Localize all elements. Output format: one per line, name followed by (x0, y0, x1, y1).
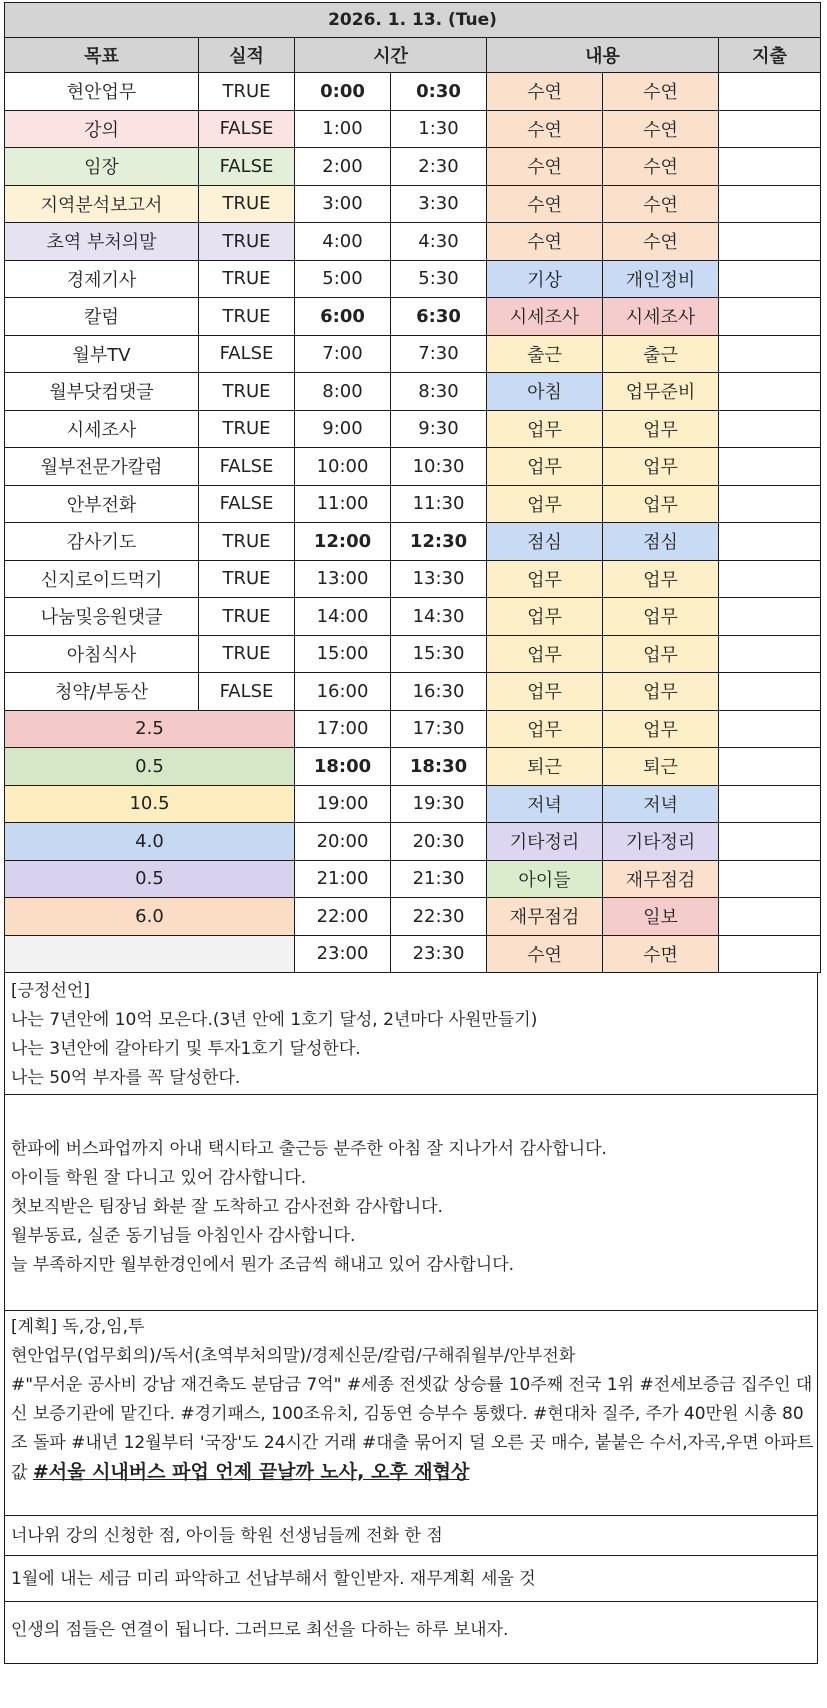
affirmation-line: 나는 3년안에 갈아타기 및 투자1호기 달성한다. (11, 1039, 361, 1059)
spend-cell (719, 335, 821, 373)
content-first: 업무 (487, 673, 603, 711)
time-half: 13:30 (391, 560, 487, 598)
time-half: 0:30 (391, 73, 487, 111)
reflection-section (4, 1516, 818, 1556)
time-half: 2:30 (391, 148, 487, 186)
spend-cell (719, 298, 821, 336)
task-text: 1월에 내는 세금 미리 파악하고 선납부해서 할인받자. 재무계획 세울 것 (11, 1569, 536, 1589)
schedule-row (5, 410, 821, 448)
content-second: 개인정비 (603, 260, 719, 298)
plan-routine: 현안업무(업무회의)/독서(초역부처의말)/경제신문/칼럼/구해줘월부/안부전화 (11, 1346, 576, 1366)
schedule-row (5, 110, 821, 148)
content-second: 업무 (603, 598, 719, 636)
goal-result: FALSE (199, 448, 295, 486)
time-start: 11:00 (295, 485, 391, 523)
content-second: 수면 (603, 935, 719, 973)
schedule-row (5, 935, 821, 973)
spend-cell (719, 560, 821, 598)
affirmation-line: 나는 7년안에 10억 모은다.(3년 안에 1호기 달성, 2년마다 사원만들기) (11, 1010, 538, 1030)
time-half: 15:30 (391, 635, 487, 673)
time-half: 17:30 (391, 710, 487, 748)
content-second: 수연 (603, 73, 719, 111)
time-start: 12:00 (295, 523, 391, 561)
goal-name: 안부전화 (5, 485, 199, 523)
schedule-row (5, 485, 821, 523)
goal-name: 청약/부동산 (5, 673, 199, 711)
goal-name: 칼럼 (5, 298, 199, 336)
content-second: 일보 (603, 898, 719, 936)
goal-name: 시세조사 (5, 410, 199, 448)
time-start: 18:00 (295, 748, 391, 786)
plan-news (11, 1371, 817, 1488)
spend-cell (719, 785, 821, 823)
spend-cell (719, 748, 821, 786)
goal-result: TRUE (199, 185, 295, 223)
goal-result: FALSE (199, 485, 295, 523)
content-first: 업무 (487, 485, 603, 523)
summary-value (5, 935, 295, 973)
time-half: 12:30 (391, 523, 487, 561)
spend-cell (719, 260, 821, 298)
content-first: 수연 (487, 935, 603, 973)
spend-cell (719, 110, 821, 148)
header-spend: 지출 (719, 38, 821, 73)
content-second: 업무 (603, 560, 719, 598)
schedule-row (5, 185, 821, 223)
summary-value: 0.5 (5, 748, 295, 786)
goal-name: 지역분석보고서 (5, 185, 199, 223)
time-half: 4:30 (391, 223, 487, 261)
spend-cell (719, 673, 821, 711)
time-start: 4:00 (295, 223, 391, 261)
plan-section (4, 1311, 818, 1516)
time-start: 0:00 (295, 73, 391, 111)
content-second: 업무 (603, 410, 719, 448)
time-start: 23:00 (295, 935, 391, 973)
time-start: 16:00 (295, 673, 391, 711)
goal-name: 경제기사 (5, 260, 199, 298)
content-second: 시세조사 (603, 298, 719, 336)
schedule-row (5, 710, 821, 748)
content-second: 수연 (603, 223, 719, 261)
content-second: 업무 (603, 485, 719, 523)
summary-value: 0.5 (5, 860, 295, 898)
goal-result: FALSE (199, 673, 295, 711)
goal-name: 아침식사 (5, 635, 199, 673)
time-start: 13:00 (295, 560, 391, 598)
affirmation-section (4, 973, 818, 1095)
task-section (4, 1556, 818, 1602)
content-first: 업무 (487, 560, 603, 598)
time-half: 23:30 (391, 935, 487, 973)
spend-cell (719, 448, 821, 486)
content-second: 퇴근 (603, 748, 719, 786)
content-second: 업무 (603, 635, 719, 673)
spend-cell (719, 410, 821, 448)
spend-cell (719, 523, 821, 561)
time-half: 10:30 (391, 448, 487, 486)
content-first: 기타정리 (487, 823, 603, 861)
content-first: 점심 (487, 523, 603, 561)
content-second: 업무준비 (603, 373, 719, 411)
time-start: 8:00 (295, 373, 391, 411)
spend-cell (719, 73, 821, 111)
content-second: 업무 (603, 448, 719, 486)
content-first: 시세조사 (487, 298, 603, 336)
content-first: 아이들 (487, 860, 603, 898)
content-second: 재무점검 (603, 860, 719, 898)
schedule-row (5, 260, 821, 298)
summary-value: 6.0 (5, 898, 295, 936)
goal-name: 월부전문가칼럼 (5, 448, 199, 486)
time-half: 8:30 (391, 373, 487, 411)
daily-planner-sheet (4, 2, 820, 1664)
schedule-table (4, 2, 821, 973)
schedule-row (5, 448, 821, 486)
goal-result: TRUE (199, 298, 295, 336)
goal-result: TRUE (199, 560, 295, 598)
spend-cell (719, 485, 821, 523)
spend-cell (719, 710, 821, 748)
gratitude-line: 한파에 버스파업까지 아내 택시타고 출근등 분주한 아침 잘 지나가서 감사합니다. (11, 1139, 607, 1159)
content-second: 기타정리 (603, 823, 719, 861)
goal-result: TRUE (199, 635, 295, 673)
schedule-row (5, 898, 821, 936)
content-first: 업무 (487, 410, 603, 448)
goal-result: FALSE (199, 148, 295, 186)
content-second: 수연 (603, 148, 719, 186)
schedule-row (5, 635, 821, 673)
content-first: 아침 (487, 373, 603, 411)
time-start: 17:00 (295, 710, 391, 748)
content-first: 수연 (487, 148, 603, 186)
goal-result: TRUE (199, 260, 295, 298)
spend-cell (719, 223, 821, 261)
spend-cell (719, 898, 821, 936)
time-half: 21:30 (391, 860, 487, 898)
time-start: 1:00 (295, 110, 391, 148)
plan-title: [계획] 독,강,임,투 (11, 1317, 145, 1337)
goal-name: 감사기도 (5, 523, 199, 561)
time-half: 11:30 (391, 485, 487, 523)
spend-cell (719, 373, 821, 411)
content-second: 저녁 (603, 785, 719, 823)
time-half: 19:30 (391, 785, 487, 823)
time-start: 2:00 (295, 148, 391, 186)
news-text: #"무서운 공사비 강남 재건축도 분담금 7억" #세종 전셋값 상승률 10주째 전국 1위 #전세보증금 집주인 대신 보증기관에 맡긴다. #경기패스, 100조유치, 김동연 승부수 통했다. #현대차 질주, 주가 40만원 시총 80조 돌파 #내년 12월부터 '국장'도 24시간 거래 #대출 묶어지 덜 오른 곳 매수, 붙붙은 수서,자곡,우면 아파트값 (11, 1375, 814, 1483)
content-first: 수연 (487, 73, 603, 111)
gratitude-section (4, 1095, 818, 1311)
schedule-row (5, 373, 821, 411)
schedule-row (5, 598, 821, 636)
goal-name: 월부TV (5, 335, 199, 373)
time-start: 3:00 (295, 185, 391, 223)
time-start: 20:00 (295, 823, 391, 861)
time-start: 6:00 (295, 298, 391, 336)
affirmation-title: [긍정선언] (11, 981, 90, 1001)
content-first: 기상 (487, 260, 603, 298)
goal-result: TRUE (199, 523, 295, 561)
content-first: 수연 (487, 223, 603, 261)
content-second: 수연 (603, 110, 719, 148)
date-header: 2026. 1. 13. (Tue) (5, 3, 821, 38)
goal-result: TRUE (199, 223, 295, 261)
time-half: 16:30 (391, 673, 487, 711)
time-half: 20:30 (391, 823, 487, 861)
spend-cell (719, 185, 821, 223)
content-first: 수연 (487, 185, 603, 223)
schedule-row (5, 73, 821, 111)
time-half: 1:30 (391, 110, 487, 148)
time-start: 7:00 (295, 335, 391, 373)
time-start: 21:00 (295, 860, 391, 898)
time-start: 15:00 (295, 635, 391, 673)
time-half: 7:30 (391, 335, 487, 373)
time-half: 14:30 (391, 598, 487, 636)
content-first: 재무점검 (487, 898, 603, 936)
spend-cell (719, 635, 821, 673)
news-headline: #서울 시내버스 파업 언제 끝날까 노사, 오후 재협상 (32, 1461, 470, 1483)
content-first: 퇴근 (487, 748, 603, 786)
schedule-row (5, 748, 821, 786)
schedule-row (5, 823, 821, 861)
spend-cell (719, 860, 821, 898)
content-first: 출근 (487, 335, 603, 373)
motto-section (4, 1602, 818, 1664)
schedule-row (5, 523, 821, 561)
time-half: 22:30 (391, 898, 487, 936)
content-second: 업무 (603, 710, 719, 748)
time-start: 22:00 (295, 898, 391, 936)
summary-value: 2.5 (5, 710, 295, 748)
time-half: 9:30 (391, 410, 487, 448)
spend-cell (719, 148, 821, 186)
time-start: 9:00 (295, 410, 391, 448)
goal-result: TRUE (199, 598, 295, 636)
header-result: 실적 (199, 38, 295, 73)
goal-result: TRUE (199, 73, 295, 111)
goal-name: 초역 부처의말 (5, 223, 199, 261)
content-first: 업무 (487, 635, 603, 673)
spend-cell (719, 935, 821, 973)
affirmation-line: 나는 50억 부자를 꼭 달성한다. (11, 1068, 241, 1088)
content-first: 업무 (487, 710, 603, 748)
gratitude-line: 아이들 학원 잘 다니고 있어 감사합니다. (11, 1168, 307, 1188)
header-content: 내용 (487, 38, 719, 73)
header-time: 시간 (295, 38, 487, 73)
schedule-row (5, 148, 821, 186)
schedule-row (5, 298, 821, 336)
gratitude-line: 월부동료, 실준 동기님들 아침인사 감사합니다. (11, 1226, 356, 1246)
time-half: 6:30 (391, 298, 487, 336)
motto-text: 인생의 점들은 연결이 됩니다. 그러므로 최선을 다하는 하루 보내자. (11, 1620, 509, 1640)
content-first: 수연 (487, 110, 603, 148)
time-start: 10:00 (295, 448, 391, 486)
schedule-row (5, 785, 821, 823)
content-first: 업무 (487, 598, 603, 636)
goal-name: 현안업무 (5, 73, 199, 111)
gratitude-line: 늘 부족하지만 월부한경인에서 뭔가 조금씩 해내고 있어 감사합니다. (11, 1255, 515, 1275)
time-half: 18:30 (391, 748, 487, 786)
goal-result: FALSE (199, 335, 295, 373)
time-start: 5:00 (295, 260, 391, 298)
goal-result: TRUE (199, 410, 295, 448)
time-half: 3:30 (391, 185, 487, 223)
goal-result: FALSE (199, 110, 295, 148)
summary-value: 4.0 (5, 823, 295, 861)
header-goal: 목표 (5, 38, 199, 73)
time-half: 5:30 (391, 260, 487, 298)
goal-name: 강의 (5, 110, 199, 148)
time-start: 14:00 (295, 598, 391, 636)
goal-name: 임장 (5, 148, 199, 186)
content-first: 업무 (487, 448, 603, 486)
goal-name: 월부닷컴댓글 (5, 373, 199, 411)
spend-cell (719, 823, 821, 861)
content-second: 점심 (603, 523, 719, 561)
content-second: 수연 (603, 185, 719, 223)
schedule-row (5, 860, 821, 898)
schedule-row (5, 223, 821, 261)
summary-value: 10.5 (5, 785, 295, 823)
time-start: 19:00 (295, 785, 391, 823)
goal-result: TRUE (199, 373, 295, 411)
gratitude-line: 첫보직받은 팀장님 화분 잘 도착하고 감사전화 감사합니다. (11, 1197, 443, 1217)
content-second: 출근 (603, 335, 719, 373)
goal-name: 나눔및응원댓글 (5, 598, 199, 636)
schedule-row (5, 673, 821, 711)
schedule-row (5, 560, 821, 598)
schedule-row (5, 335, 821, 373)
spend-cell (719, 598, 821, 636)
content-first: 저녁 (487, 785, 603, 823)
content-second: 업무 (603, 673, 719, 711)
reflection-text: 너나위 강의 신청한 점, 아이들 학원 선생님들께 전화 한 점 (11, 1526, 443, 1546)
goal-name: 신지로이드먹기 (5, 560, 199, 598)
